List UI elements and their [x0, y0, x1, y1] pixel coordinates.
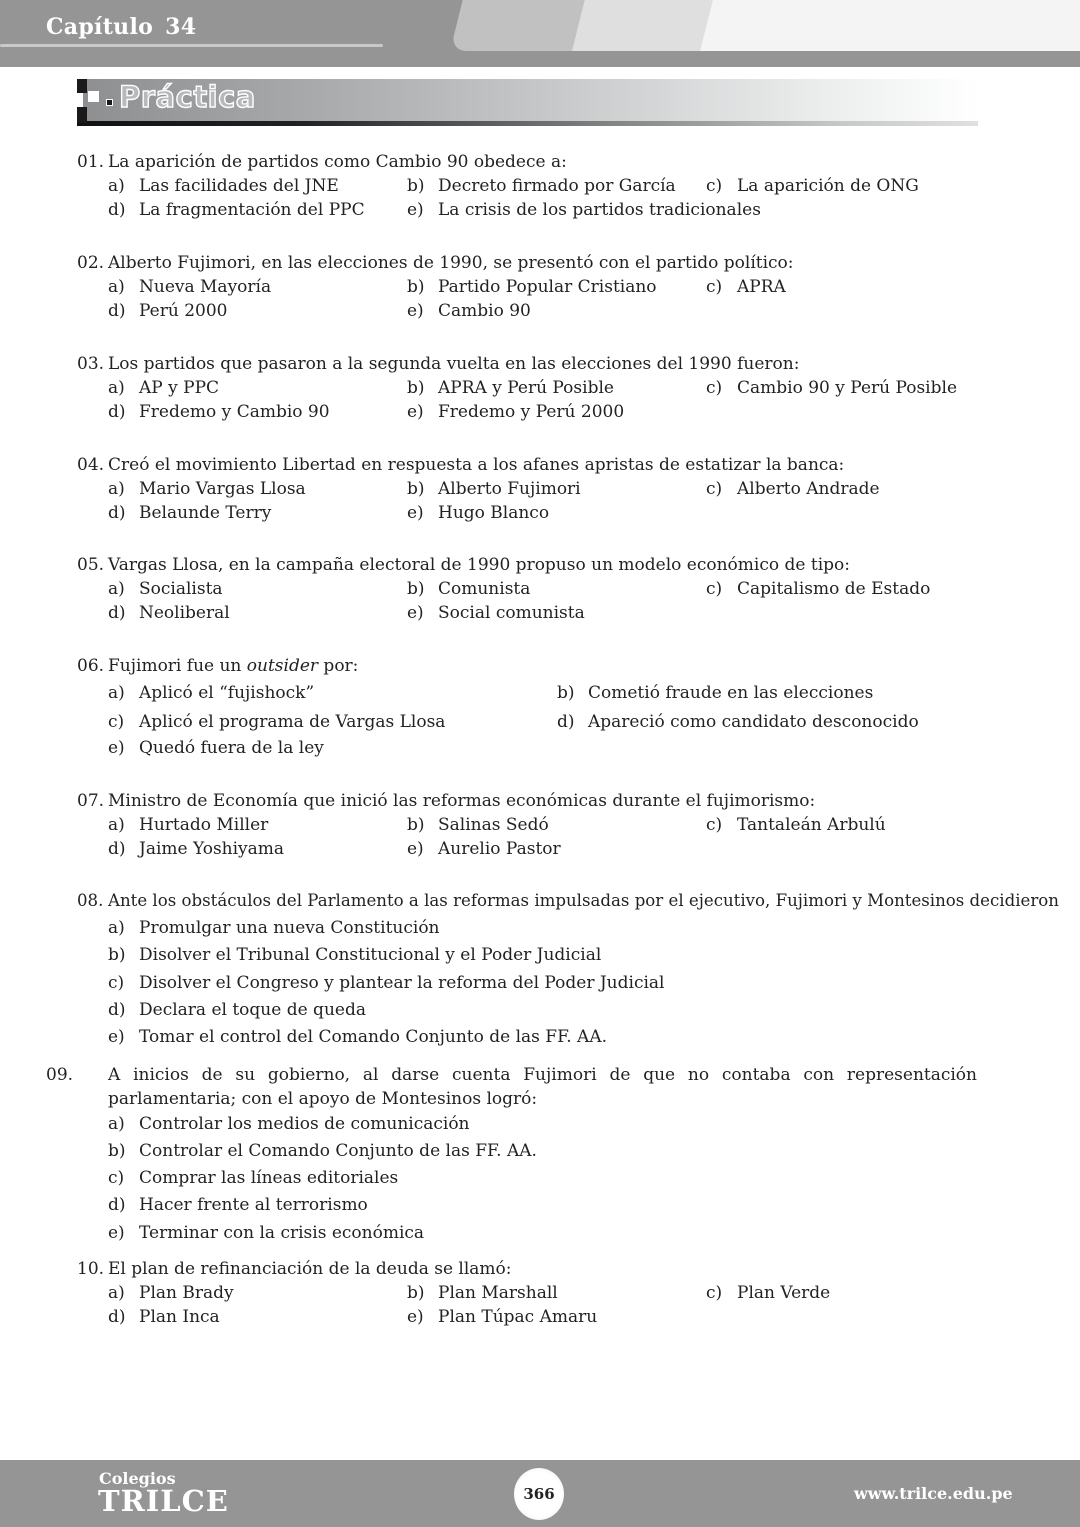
- option-a[interactable]: a) Plan Brady: [108, 1283, 234, 1303]
- question-stem: 02. Alberto Fujimori, en las elecciones de 1990, se presentó con el partido político:: [77, 253, 794, 273]
- option-e[interactable]: e) Tomar el control del Comando Conjunto de las FF. AA.: [108, 1027, 608, 1047]
- option-c[interactable]: c) Capitalismo de Estado: [706, 579, 931, 599]
- question-08: [77, 889, 1059, 1047]
- option-b[interactable]: b) Salinas Sedó: [407, 815, 549, 835]
- option-d[interactable]: d) Declara el toque de queda: [108, 1000, 366, 1020]
- header-divider: [0, 44, 383, 47]
- option-e[interactable]: e) Quedó fuera de la ley: [108, 738, 324, 758]
- banner-decor-block: [77, 79, 87, 93]
- square-bullet-icon: [107, 100, 112, 105]
- option-b[interactable]: b) Disolver el Tribunal Constitucional y el Poder Judicial: [108, 945, 602, 965]
- option-e[interactable]: e) Aurelio Pastor: [407, 839, 561, 859]
- square-bullet-icon: [88, 91, 99, 102]
- question-04: [77, 453, 987, 523]
- page-number: 366: [523, 1485, 555, 1503]
- option-d[interactable]: d) Fredemo y Cambio 90: [108, 402, 330, 422]
- option-a[interactable]: a) Las facilidades del JNE: [108, 176, 339, 196]
- question-stem: 01. La aparición de partidos como Cambio 90 obedece a:: [77, 152, 567, 172]
- section-title: Práctica: [119, 80, 256, 114]
- option-a[interactable]: a) Hurtado Miller: [108, 815, 269, 835]
- option-b[interactable]: b) Decreto firmado por García: [407, 176, 676, 196]
- header-decor-tab: [700, 0, 1080, 51]
- option-c[interactable]: c) La aparición de ONG: [706, 176, 919, 196]
- banner-underline: [77, 121, 978, 126]
- chapter-header: [0, 0, 1080, 67]
- option-b[interactable]: b) Alberto Fujimori: [407, 479, 581, 499]
- option-e[interactable]: e) Fredemo y Perú 2000: [407, 402, 625, 422]
- option-e[interactable]: e) Cambio 90: [407, 301, 531, 321]
- option-a[interactable]: a) Mario Vargas Llosa: [108, 479, 306, 499]
- option-c[interactable]: c) Alberto Andrade: [706, 479, 880, 499]
- option-d[interactable]: d) Apareció como candidato desconocido: [557, 712, 919, 732]
- option-c[interactable]: c) APRA: [706, 277, 786, 297]
- option-d[interactable]: d) Jaime Yoshiyama: [108, 839, 285, 859]
- banner-decor-block: [77, 107, 87, 123]
- question-stem: 03. Los partidos que pasaron a la segunda vuelta en las elecciones del 1990 fueron:: [77, 354, 800, 374]
- option-d[interactable]: d) Belaunde Terry: [108, 503, 272, 523]
- brand-prefix: Colegios: [99, 1469, 176, 1488]
- option-b[interactable]: b) Controlar el Comando Conjunto de las FF. AA.: [108, 1141, 537, 1161]
- option-e[interactable]: e) La crisis de los partidos tradicionales: [407, 200, 761, 220]
- question-stem: 10. El plan de refinanciación de la deuda se llamó:: [77, 1259, 512, 1279]
- question-stem: 07. Ministro de Economía que inició las reformas económicas durante el fujimorismo:: [77, 791, 816, 811]
- question-01: [77, 150, 987, 220]
- question-stem: 04. Creó el movimiento Libertad en respuesta a los afanes apristas de estatizar la banca:: [77, 455, 845, 475]
- question-05: [77, 553, 987, 623]
- question-stem: 06. Fujimori fue un outsider por:: [77, 656, 359, 676]
- chapter-label: Capítulo: [46, 14, 154, 40]
- option-a[interactable]: a) AP y PPC: [108, 378, 220, 398]
- option-c[interactable]: c) Aplicó el programa de Vargas Llosa: [108, 712, 446, 732]
- page-footer: [0, 1460, 1080, 1527]
- question-02: [77, 251, 987, 321]
- option-c[interactable]: c) Tantaleán Arbulú: [706, 815, 886, 835]
- chapter-title: [46, 14, 196, 40]
- option-d[interactable]: d) Plan Inca: [108, 1307, 220, 1327]
- website-link[interactable]: www.trilce.edu.pe: [854, 1484, 1013, 1503]
- question-09: [46, 1063, 977, 1243]
- option-d[interactable]: d) Perú 2000: [108, 301, 228, 321]
- chapter-number: 34: [165, 14, 197, 40]
- option-c[interactable]: c) Disolver el Congreso y plantear la reforma del Poder Judicial: [108, 973, 665, 993]
- option-b[interactable]: b) Plan Marshall: [407, 1283, 558, 1303]
- option-c[interactable]: c) Plan Verde: [706, 1283, 831, 1303]
- question-10: [77, 1257, 987, 1327]
- brand-logo: TRILCE: [98, 1484, 229, 1518]
- option-b[interactable]: b) Partido Popular Cristiano: [407, 277, 657, 297]
- option-b[interactable]: b) APRA y Perú Posible: [407, 378, 614, 398]
- question-stem: 09. A inicios de su gobierno, al darse cuenta Fujimori de que no contaba con representación parlamentaria; con el apoyo de Montesinos logró:: [46, 1065, 977, 1109]
- option-a[interactable]: a) Promulgar una nueva Constitución: [108, 918, 440, 938]
- option-b[interactable]: b) Cometió fraude en las elecciones: [557, 683, 874, 703]
- option-e[interactable]: e) Social comunista: [407, 603, 585, 623]
- option-c[interactable]: c) Comprar las líneas editoriales: [108, 1168, 399, 1188]
- option-e[interactable]: e) Terminar con la crisis económica: [108, 1223, 425, 1243]
- section-banner: [77, 77, 978, 127]
- option-b[interactable]: b) Comunista: [407, 579, 531, 599]
- option-c[interactable]: c) Cambio 90 y Perú Posible: [706, 378, 958, 398]
- option-d[interactable]: d) La fragmentación del PPC: [108, 200, 365, 220]
- option-e[interactable]: e) Hugo Blanco: [407, 503, 550, 523]
- question-stem: 08. Ante los obstáculos del Parlamento a las reformas impulsadas por el ejecutivo, Fujimori y Montesinos decidieron: [77, 891, 1059, 910]
- question-03: [77, 352, 987, 422]
- question-06: [77, 654, 987, 758]
- option-e[interactable]: e) Plan Túpac Amaru: [407, 1307, 598, 1327]
- option-d[interactable]: d) Neoliberal: [108, 603, 230, 623]
- option-a[interactable]: a) Socialista: [108, 579, 223, 599]
- question-stem: 05. Vargas Llosa, en la campaña electoral de 1990 propuso un modelo económico de tipo:: [77, 555, 850, 575]
- option-a[interactable]: a) Controlar los medios de comunicación: [108, 1114, 470, 1134]
- option-d[interactable]: d) Hacer frente al terrorismo: [108, 1195, 368, 1215]
- question-07: [77, 789, 987, 859]
- option-a[interactable]: a) Nueva Mayoría: [108, 277, 272, 297]
- page-number-badge: [514, 1468, 564, 1520]
- option-a[interactable]: a) Aplicó el “fujishock”: [108, 683, 315, 703]
